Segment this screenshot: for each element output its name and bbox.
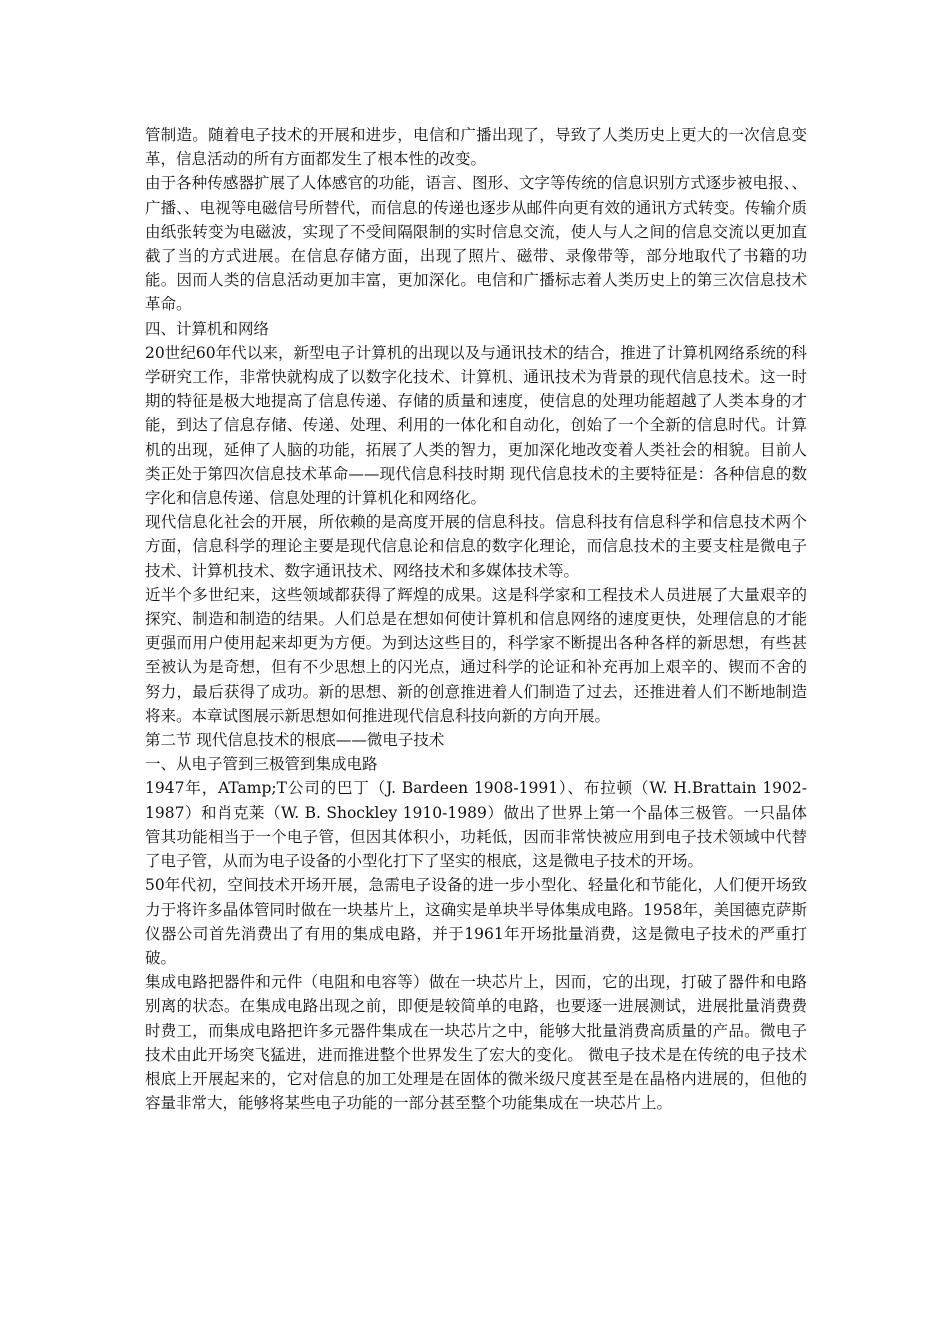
paragraph-1950s-integrated-circuit: 50年代初，空间技术开场开展，急需电子设备的进一步小型化、轻量化和节能化，人们便开场致力于将许多晶体管同时做在一块基片上，这确实是单块半导体集成电路。1958年，美国德克萨斯仪器公司首先消费出了有用的集成电路，并于1961年开场批量消费，这是微电子技术的严重打破。	[145, 876, 807, 967]
chapter-heading-microelectronics: 第二节 现代信息技术的根底——微电子技术	[145, 731, 445, 750]
paragraph-information-society: 现代信息化社会的开展，所依赖的是高度开展的信息科技。信息科技有信息科学和信息技术两个方面，信息科学的理论主要是现代信息论和信息的数字化理论，而信息技术的主要支柱是微电子技术、计算机技术、数字通讯技术、网络技术和多媒体技术等。	[145, 513, 807, 580]
paragraph-broadcast-intro: 管制造。随着电子技术的开展和进步，电信和广播出现了，导致了人类历史上更大的一次信息变革，信息活动的所有方面都发生了根本性的改变。	[145, 126, 807, 169]
section-heading-computers-networks: 四、计算机和网络	[145, 319, 270, 338]
paragraph-fourth-revolution: 20世纪60年代以来，新型电子计算机的出现以及与通讯技术的结合，推进了计算机网络系统的科学研究工作，非常快就构成了以数字化技术、计算机、通讯技术为背景的现代信息技术。这一时期的特征是极大地提高了信息传递、存储的质量和速度，使信息的处理功能超越了人类本身的才能，到达了信息存储、传递、处理、利用的一体化和自动化，创始了一个全新的信息时代。计算机的出现，延伸了人脑的功能，拓展了人类的智力，更加深化地改变着人类社会的相貌。目前人类正处于第四次信息技术革命——现代信息科技时期 现代信息技术的主要特征是：各种信息的数字化和信息传递、信息处理的计算机化和网络化。	[145, 343, 807, 508]
section-heading-tube-to-ic: 一、从电子管到三极管到集成电路	[145, 755, 378, 774]
document-page	[145, 123, 807, 1115]
paragraph-transistor-1947: 1947年，ATamp;T公司的巴丁（J. Bardeen 1908-1991）、布拉顿（W. H.Brattain 1902-1987）和肖克莱（W. B. Shockley 1910-1989）做出了世界上第一个晶体三极管。一只晶体管其功能相当于一个电子管，但因其体积小，功耗低，因而非常快被应用到电子技术领域中代替了电子管，从而为电子设备的小型化打下了坚实的根底，这是微电子技术的开场。	[145, 779, 807, 871]
paragraph-integrated-circuit-impact: 集成电路把器件和元件（电阻和电容等）做在一块芯片上，因而，它的出现，打破了器件和电路别离的状态。在集成电路出现之前，即便是较简单的电路，也要逐一进展测试，进展批量消费费时费工，而集成电路把许多元器件集成在一块芯片之中，能够大批量消费高质量的产品。微电子技术由此开场突飞猛进，进而推进整个世界发生了宏大的变化。 微电子技术是在传统的电子技术根底上开展起来的，它对信息的加工处理是在固体的微米级尺度甚至是在晶格内进展的，但他的容量非常大，能够将某些电子功能的一部分甚至整个功能集成在一块芯片上。	[145, 973, 807, 1113]
paragraph-half-century-achievements: 近半个多世纪来，这些领域都获得了辉煌的成果。这是科学家和工程技术人员进展了大量艰辛的探究、制造和制造的结果。人们总是在想如何使计算机和信息网络的速度更快，处理信息的才能更强而用户使用起来却更为方便。为到达这些目的，科学家不断提出各种各样的新思想，有些甚至被认为是奇想，但有不少思想上的闪光点，通过科学的论证和补充再加上艰辛的、锲而不舍的努力，最后获得了成功。新的思想、新的创意推进着人们制造了过去，还推进着人们不断地制造将来。本章试图展示新思想如何推进现代信息科技向新的方向开展。	[145, 585, 807, 725]
paragraph-third-revolution: 由于各种传感器扩展了人体感官的功能，语言、图形、文字等传统的信息识别方式逐步被电报、、广播、、电视等电磁信号所替代，而信息的传递也逐步从邮件向更有效的通讯方式转变。传输介质由纸张转变为电磁波，实现了不受间隔限制的实时信息交流，使人与人之间的信息交流以更加直截了当的方式进展。在信息存储方面，出现了照片、磁带、录像带等，部分地取代了书籍的功能。因而人类的信息活动更加丰富，更加深化。电信和广播标志着人类历史上的第三次信息技术革命。	[145, 174, 807, 314]
